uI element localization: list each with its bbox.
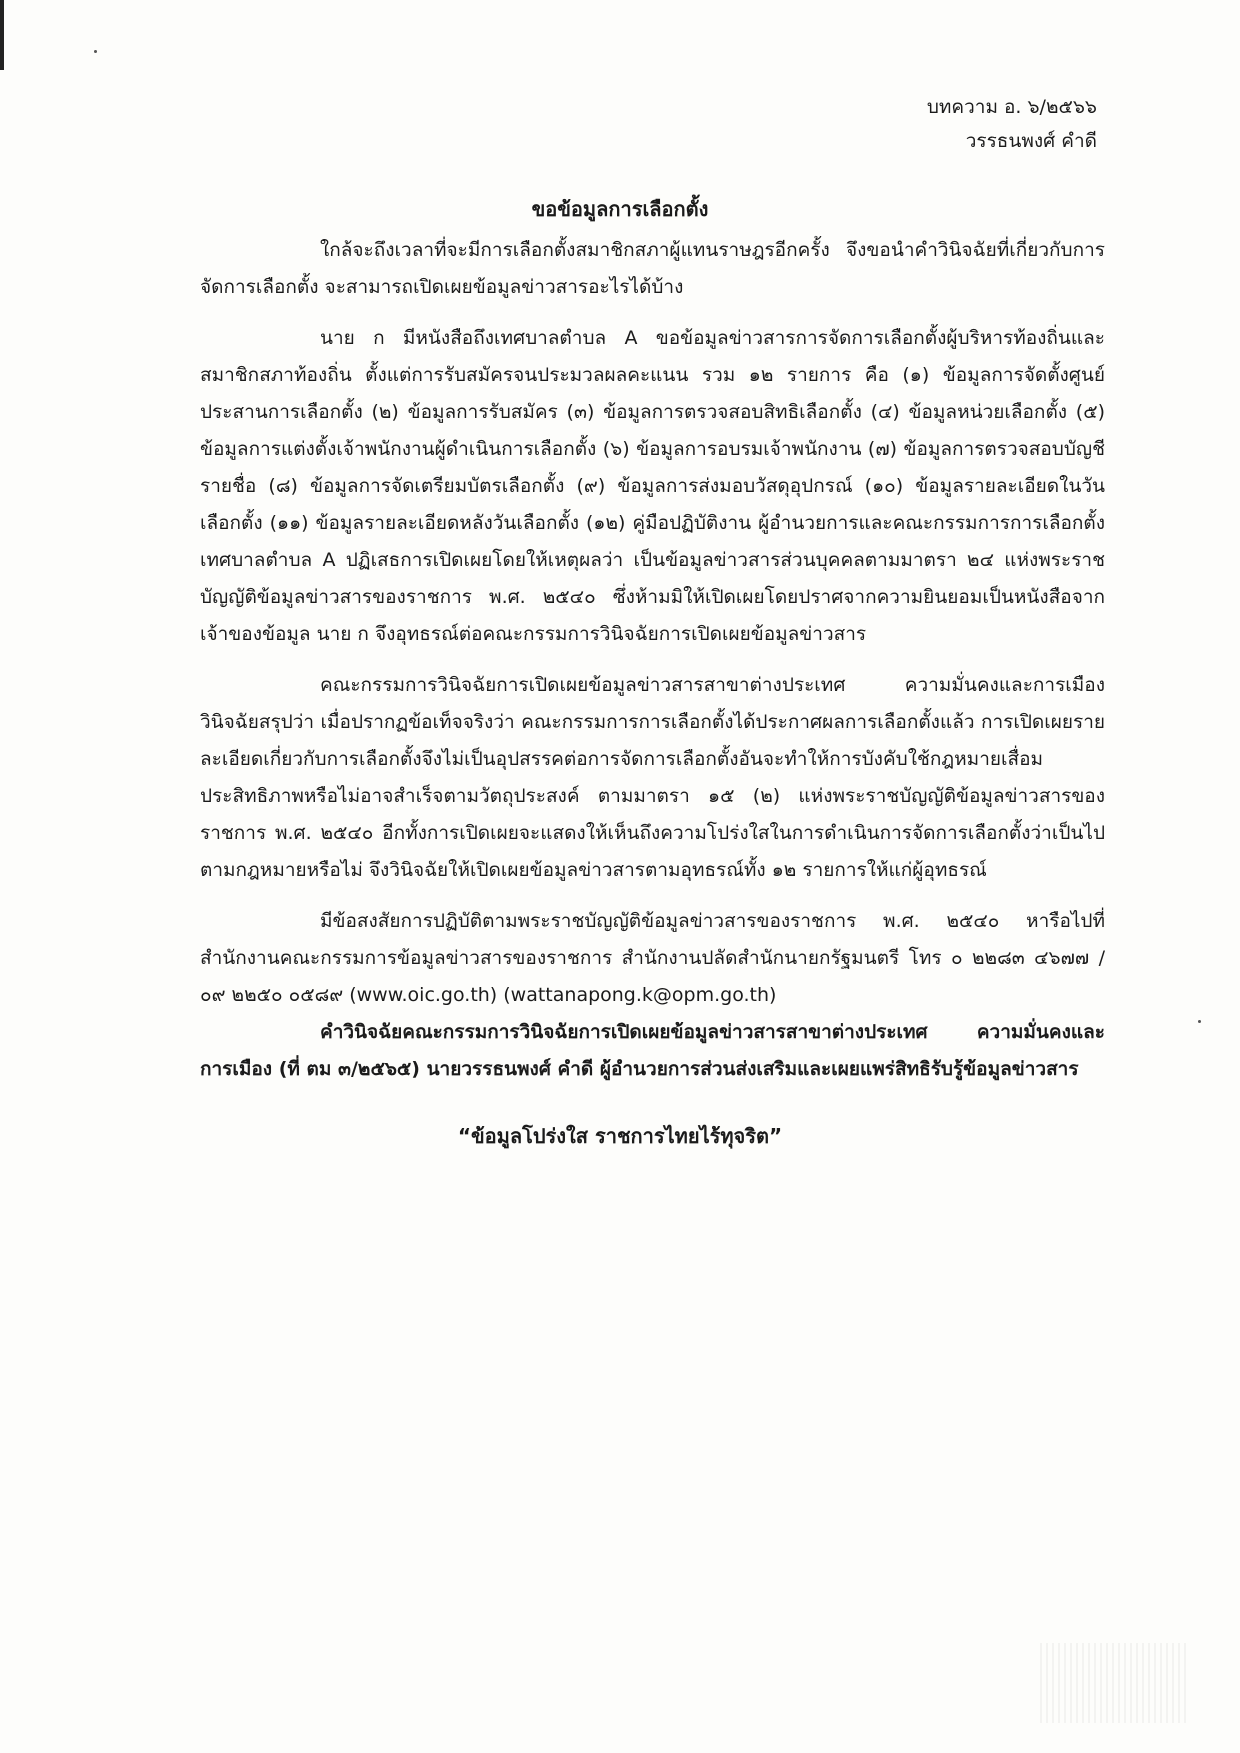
paragraph-decision: คณะกรรมการวินิจฉัยการเปิดเผยข้อมูลข่าวสารสาขาต่างประเทศ ความมั่นคงและการเมือง วินิจฉัยสรุปว่า เมื่อปรากฏข้อเท็จจริงว่า คณะกรรมการการเลือกตั้งได้ประกาศผลการเลือกตั้งแล้ว การเปิดเผยรายละเอียดเกี่ยวกับการเลือกตั้งจึงไม่เป็นอุปสรรคต่อการจัดการเลือกตั้งอันจะทำให้การบังคับใช้กฎหมายเสื่อมประสิทธิภาพหรือไม่อาจสำเร็จตามวัตถุประสงค์ ตามมาตรา ๑๕ (๒) แห่งพระราชบัญญัติข้อมูลข่าวสารของราชการ พ.ศ. ๒๕๔๐ อีกทั้งการเปิดเผยจะแสดงให้เห็นถึงความโปร่งใสในการดำเนินการจัดการเลือกตั้งว่าเป็นไปตามกฎหมายหรือไม่ จึงวินิจฉัยให้เปิดเผยข้อมูลข่าวสารตามอุทธรณ์ทั้ง ๑๒ รายการให้แก่ผู้อุทธรณ์	[200, 674, 1105, 881]
paragraph-contact: มีข้อสงสัยการปฏิบัติตามพระราชบัญญัติข้อมูลข่าวสารของราชการ พ.ศ. ๒๕๔๐ หารือไปที่สำนักงานคณะกรรมการข้อมูลข่าวสารของราชการ สำนักงานปลัดสำนักนายกรัฐมนตรี โทร ๐ ๒๒๘๓ ๔๖๗๗ / ๐๙ ๒๒๕๐ ๐๕๘๙ (www.oic.go.th) (wattanapong.k@opm.go.th)	[200, 910, 1105, 1006]
scan-noise	[1040, 1643, 1190, 1723]
paragraph-intro: ใกล้จะถึงเวลาที่จะมีการเลือกตั้งสมาชิกสภาผู้แทนราษฎรอีกครั้ง จึงขอนำคำวินิจฉัยที่เกี่ยวกับการจัดการเลือกตั้ง จะสามารถเปิดเผยข้อมูลข่าวสารอะไรได้บ้าง	[200, 239, 1105, 298]
article-reference: บทความ อ. ๖/๒๕๖๖	[926, 96, 1097, 118]
paragraph-facts: นาย ก มีหนังสือถึงเทศบาลตำบล A ขอข้อมูลข่าวสารการจัดการเลือกตั้งผู้บริหารท้องถิ่นและสมาชิกสภาท้องถิ่น ตั้งแต่การรับสมัครจนประมวลผลคะแนน รวม ๑๒ รายการ คือ (๑) ข้อมูลการจัดตั้งศูนย์ประสานการเลือกตั้ง (๒) ข้อมูลการรับสมัคร (๓) ข้อมูลการตรวจสอบสิทธิเลือกตั้ง (๔) ข้อมูลหน่วยเลือกตั้ง (๕) ข้อมูลการแต่งตั้งเจ้าพนักงานผู้ดำเนินการเลือกตั้ง (๖) ข้อมูลการอบรมเจ้าพนักงาน (๗) ข้อมูลการตรวจสอบบัญชีรายชื่อ (๘) ข้อมูลการจัดเตรียมบัตรเลือกตั้ง (๙) ข้อมูลการส่งมอบวัสดุอุปกรณ์ (๑๐) ข้อมูลรายละเอียดในวันเลือกตั้ง (๑๑) ข้อมูลรายละเอียดหลังวันเลือกตั้ง (๑๒) คู่มือปฏิบัติงาน ผู้อำนวยการและคณะกรรมการการเลือกตั้ง เทศบาลตำบล A ปฏิเสธการเปิดเผยโดยให้เหตุผลว่า เป็นข้อมูลข่าวสารส่วนบุคคลตามมาตรา ๒๔ แห่งพระราชบัญญัติข้อมูลข่าวสารของราชการ พ.ศ. ๒๕๔๐ ซึ่งห้ามมิให้เปิดเผยโดยปราศจากความยินยอมเป็นหนังสือจากเจ้าของข้อมูล นาย ก จึงอุทธรณ์ต่อคณะกรรมการวินิจฉัยการเปิดเผยข้อมูลข่าวสาร	[200, 327, 1105, 645]
scan-edge-mark	[0, 0, 4, 70]
document-body	[200, 232, 1105, 1102]
scan-speck	[1198, 1020, 1201, 1023]
decision-reference: คำวินิจฉัยคณะกรรมการวินิจฉัยการเปิดเผยข้อมูลข่าวสารสาขาต่างประเทศ ความมั่นคงและการเมือง (ที่ ตม ๓/๒๕๖๕) นายวรรธนพงศ์ คำดี ผู้อำนวยการส่วนส่งเสริมและเผยแพร่สิทธิรับรู้ข้อมูลข่าวสาร	[200, 1021, 1105, 1080]
document-header	[927, 90, 1097, 158]
scan-speck	[94, 50, 97, 53]
slogan: “ข้อมูลโปร่งใส ราชการไทยไร้ทุจริต”	[457, 1124, 783, 1148]
author-name: วรรธนพงศ์ คำดี	[965, 130, 1097, 152]
document-title: ขอข้อมูลการเลือกตั้ง	[531, 197, 709, 221]
